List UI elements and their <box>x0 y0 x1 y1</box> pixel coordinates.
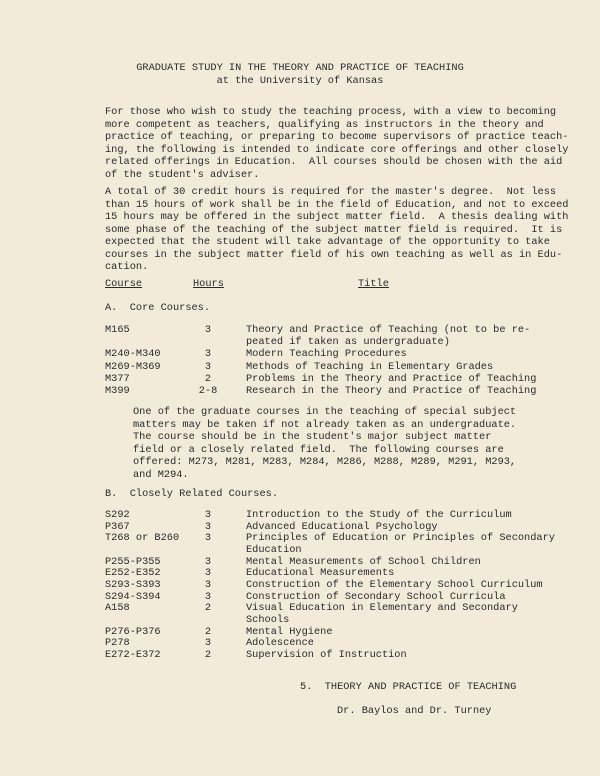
course-title: Methods of Teaching in Elementary Grades <box>246 360 494 373</box>
course-title: Introduction to the Study of the Curriculum <box>246 509 512 521</box>
course-hours: 3 <box>204 532 212 545</box>
footer-section-title: 5. THEORY AND PRACTICE OF TEACHING <box>300 681 517 693</box>
title-line-2: at the University of Kansas <box>216 75 384 87</box>
course-code: M269-M369 <box>105 360 161 373</box>
header-title: Title <box>358 278 389 290</box>
core-courses-heading: A. Core Courses. <box>105 302 211 314</box>
course-code: S293-S393 <box>105 579 161 591</box>
course-hours: 3 <box>204 555 212 568</box>
course-hours: 3 <box>204 567 212 580</box>
note-line: field or a closely related field. The following courses are <box>133 443 504 456</box>
course-code: A158 <box>105 602 130 615</box>
course-title: Adolescence <box>246 637 314 650</box>
requirements-line: some phase of the teaching of the subject matter field is required. It is <box>105 223 563 236</box>
requirements-line: A total of 30 credit hours is required for the master's degree. Not less <box>105 186 557 198</box>
requirements-line: than 15 hours of work shall be in the field of Education, and not to exceed <box>105 198 569 211</box>
requirements-line: 15 hours may be offered in the subject matter field. A thesis dealing with <box>105 211 569 223</box>
note-line: matters may be taken if not already taken as an undergraduate. <box>133 418 517 431</box>
course-code: T268 or B260 <box>105 532 180 545</box>
note-line: The course should be in the student's major subject matter <box>133 431 492 443</box>
related-courses-heading: B. Closely Related Courses. <box>105 488 279 500</box>
course-code: P276-P376 <box>105 625 161 638</box>
course-code: M377 <box>105 373 130 385</box>
header-hours: Hours <box>193 278 224 290</box>
course-code: M165 <box>105 324 130 336</box>
course-hours: 3 <box>204 637 212 650</box>
note-line: and M294. <box>133 468 189 481</box>
course-code: S292 <box>105 509 130 521</box>
course-hours: 3 <box>204 509 212 521</box>
course-title: peated if taken as undergraduate) <box>246 336 450 349</box>
course-hours: 2 <box>204 373 212 385</box>
intro-line: ing, the following is intended to indicate core offerings and other closely <box>105 143 569 156</box>
note-line: One of the graduate courses in the teaching of special subject <box>133 406 517 418</box>
course-title: Education <box>246 543 302 556</box>
course-code: E272-E372 <box>105 649 161 661</box>
course-hours: 3 <box>204 579 212 591</box>
course-title: Problems in the Theory and Practice of Teaching <box>246 373 537 385</box>
course-code: M240-M340 <box>105 348 161 361</box>
course-hours: 2-8 <box>198 385 218 398</box>
header-course: Course <box>105 278 143 290</box>
intro-line: practice of teaching, or preparing to become supervisors of practice teach- <box>105 131 569 143</box>
course-hours: 3 <box>204 360 212 373</box>
course-code: P278 <box>105 637 130 650</box>
course-title: Principles of Education or Principles of Secondary <box>246 532 555 545</box>
course-hours: 3 <box>204 324 212 336</box>
course-title: Educational Measurements <box>246 567 395 580</box>
course-hours: 3 <box>204 590 212 603</box>
course-code: P255-P355 <box>105 555 161 568</box>
course-code: M399 <box>105 385 130 398</box>
course-hours: 2 <box>204 649 212 661</box>
course-code: S294-S394 <box>105 590 161 603</box>
course-title: Research in the Theory and Practice of Teaching <box>246 385 537 398</box>
course-title: Construction of Secondary School Curricula <box>246 590 506 603</box>
intro-line: of the student's adviser. <box>105 168 260 181</box>
intro-line: more competent as teachers, qualifying as instructors in the theory and <box>105 118 544 131</box>
course-title: Construction of the Elementary School Curriculum <box>246 579 543 591</box>
course-code: E252-E352 <box>105 567 161 580</box>
note-line: offered: M273, M281, M283, M284, M286, M288, M289, M291, M293, <box>133 456 517 468</box>
footer-authors: Dr. Baylos and Dr. Turney <box>337 705 492 717</box>
course-hours: 2 <box>204 602 212 615</box>
intro-line: For those who wish to study the teaching process, with a view to becoming <box>105 106 557 118</box>
requirements-line: cation. <box>105 261 149 273</box>
course-title: Supervision of Instruction <box>246 649 407 661</box>
course-code: P367 <box>105 520 130 533</box>
requirements-line: expected that the student will take advantage of the opportunity to take <box>105 236 550 248</box>
intro-line: related offerings in Education. All courses should be chosen with the aid <box>105 156 563 168</box>
course-title: Mental Measurements of School Children <box>246 555 481 568</box>
course-hours: 3 <box>204 520 212 533</box>
course-title: Modern Teaching Procedures <box>246 348 407 361</box>
requirements-line: courses in the subject matter field of his own teaching as well as in Edu- <box>105 248 563 261</box>
course-title: Mental Hygiene <box>246 625 333 638</box>
title-line-1: GRADUATE STUDY IN THE THEORY AND PRACTICE OF TEACHING <box>136 62 464 74</box>
course-title: Theory and Practice of Teaching (not to be re- <box>246 324 531 336</box>
course-title: Visual Education in Elementary and Secondary <box>246 602 518 615</box>
course-title: Advanced Educational Psychology <box>246 520 438 533</box>
course-hours: 3 <box>204 348 212 361</box>
course-hours: 2 <box>204 625 212 638</box>
course-title: Schools <box>246 613 290 626</box>
